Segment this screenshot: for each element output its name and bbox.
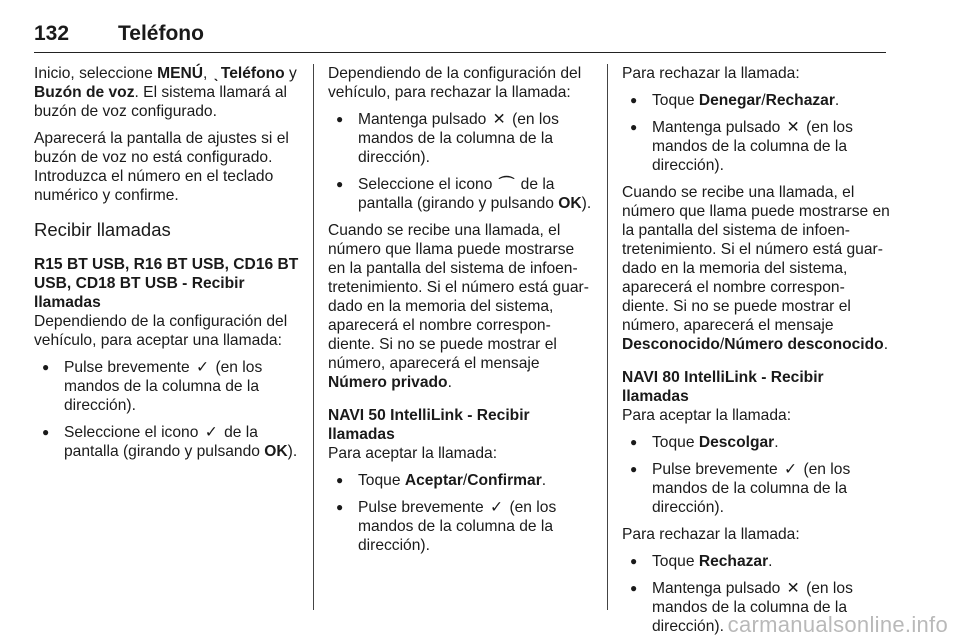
subsection-heading: NAVI 80 IntelliLink - Recibir llamadas (622, 369, 824, 405)
list-item: ● Toque Aceptar/Confirmar. (328, 471, 593, 490)
list-item: ● Mantenga pulsado ✕ (en los mandos de la columna de la dirección). (622, 118, 890, 175)
bullet-list (34, 358, 299, 461)
accept-call-icon: ✓ (490, 499, 504, 516)
bullet-list (622, 91, 890, 175)
section-heading: Recibir llamadas (34, 219, 171, 240)
list-item: ● Pulse brevemente ✓ (en los mandos de la columna de la dirección). (34, 358, 299, 415)
column-divider (313, 64, 314, 610)
column-2 (328, 64, 593, 563)
paragraph: Cuando se recibe una llamada, el número que llama puede mostrarse en la pantalla del sistema de infoen-tretenimiento. Si el número está guar-dado en la memoria del sistema, aparecerá el nombre correspon-diente. Si no se puede mostrar el número, aparecerá el mensaje Desconocido/Número desconocido. (622, 184, 890, 353)
paragraph: Aparecerá la pantalla de ajustes si el buzón de voz no está configurado. Introduzca el número en el teclado numérico y confirme. (34, 130, 289, 204)
paragraph: Para aceptar la llamada: (328, 445, 498, 462)
bullet-list (328, 110, 593, 213)
paragraph: Para rechazar la llamada: (622, 526, 800, 543)
accept-call-icon: ✓ (204, 424, 218, 441)
page-header (34, 22, 886, 53)
list-item: ● Toque Descolgar. (622, 433, 890, 452)
menu-label: MENÚ (157, 65, 204, 82)
list-item: ● Seleccione el icono ✓ de la pantalla (girando y pulsando OK). (34, 423, 299, 461)
reject-call-icon: ✕ (786, 119, 800, 136)
watermark: carmanualsonline.info (727, 612, 948, 637)
list-item: ● Toque Rechazar. (622, 552, 890, 571)
accept-call-icon: ✓ (784, 461, 798, 478)
column-divider (607, 64, 608, 610)
list-item: ● Pulse brevemente ✓ (en los mandos de la columna de la dirección). (622, 460, 890, 517)
paragraph: Dependiendo de la configuración del vehículo, para aceptar una llamada: (34, 313, 288, 349)
page-title: Teléfono (118, 22, 204, 45)
accept-call-icon: ✓ (196, 359, 210, 376)
list-item: ● Mantenga pulsado ✕ (en los mandos de la columna de la dirección). (328, 110, 593, 167)
bullet-list (328, 471, 593, 555)
paragraph: Dependiendo de la configuración del vehículo, para rechazar la llamada: (328, 65, 582, 101)
page-number: 132 (34, 22, 70, 45)
list-item: ● Toque Denegar/Rechazar. (622, 91, 890, 110)
paragraph: Para aceptar la llamada: (622, 407, 792, 424)
reject-call-icon: ✕ (492, 111, 506, 128)
phone-icon: ˎ (213, 65, 219, 82)
hang-up-icon: ⌒ (498, 176, 515, 193)
list-item: ● Mantenga pulsado ✕ (en los mandos de la columna de la dirección). (622, 579, 890, 636)
subsection-heading: R15 BT USB, R16 BT USB, CD16 BT USB, CD18 BT USB - Recibir llamadas (34, 256, 299, 311)
paragraph: Cuando se recibe una llamada, el número que llama puede mostrarse en la pantalla del sistema de infoen-tretenimiento. Si el número está guar-dado en la memoria del sistema, aparecerá el nombre correspon-diente. Si no se puede mostrar el número, aparecerá el mensaje Número privado. (328, 222, 589, 391)
bullet-list (622, 433, 890, 517)
phone-label: Teléfono (220, 65, 285, 82)
list-item: ● Seleccione el icono ⌒ de la pantalla (girando y pulsando OK). (328, 175, 593, 213)
voicemail-label: Buzón de voz (34, 84, 135, 101)
paragraph: Para rechazar la llamada: (622, 65, 800, 82)
column-3 (622, 64, 890, 644)
reject-call-icon: ✕ (786, 580, 800, 597)
subsection-heading: NAVI 50 IntelliLink - Recibir llamadas (328, 407, 530, 443)
paragraph: Inicio, seleccione MENÚ, ˎ Teléfono y Buzón de voz. El sistema llamará al buzón de voz configurado. (34, 65, 297, 120)
list-item: ● Pulse brevemente ✓ (en los mandos de la columna de la dirección). (328, 498, 593, 555)
column-1 (34, 64, 299, 469)
